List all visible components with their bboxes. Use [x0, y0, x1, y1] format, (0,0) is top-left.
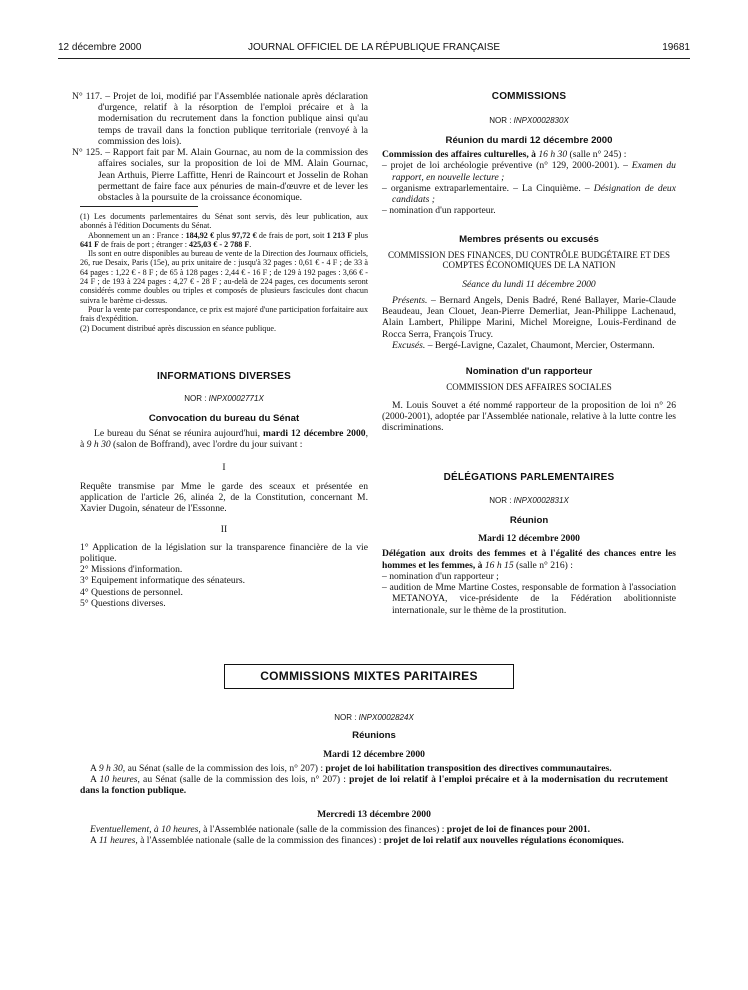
requete-text: Requête transmise par Mme le garde des sceaux et présentée en application de l'article 26, alinéa 2, de la Constitution, concernant M. Xavier Dugoin, sénateur de l'Essonne. — [80, 480, 368, 515]
seance-date: Séance du lundi 11 décembre 2000 — [462, 278, 596, 290]
date-1: Mardi 12 décembre 2000 — [323, 748, 425, 760]
header-date: 12 décembre 2000 — [58, 42, 142, 53]
footnote-correspondence: Pour la vente par correspondance, ce prix est majoré d'une participation forfaitaire aux frais d'expédition. — [80, 304, 368, 324]
right-column — [382, 91, 676, 434]
header-rule — [58, 58, 690, 59]
meeting-line: Eventuellement, à 10 heures, à l'Assemblée nationale (salle de la commission des finances) : projet de loi de finances pour 2001. — [90, 823, 591, 835]
reunion-title: Réunion — [509, 515, 549, 527]
commission-name: COMMISSION DES AFFAIRES SOCIALES — [446, 382, 612, 393]
mixtes-title: COMMISSIONS MIXTES PARITAIRES — [260, 669, 478, 684]
agenda-dash: – nomination d'un rapporteur ; — [382, 570, 499, 582]
list-item: 5° Questions diverses. — [80, 597, 166, 609]
commission-name: COMMISSION DES FINANCES, DU CONTRÔLE BUDGÉTAIRE ET DES COMPTES ÉCONOMIQUES DE LA NATION — [387, 249, 671, 271]
list-item: 3° Equipement informatique des sénateurs. — [80, 575, 246, 587]
footnote-rule — [80, 206, 198, 207]
nor-reference: NOR : INPX0002830X — [489, 115, 569, 125]
date-2: Mercredi 13 décembre 2000 — [317, 809, 431, 821]
reunions-title: Réunions — [352, 730, 396, 742]
roman-one: I — [222, 461, 226, 473]
commission-line: Commission des affaires culturelles, à 16 h 30 (salle n° 245) : — [382, 149, 627, 161]
journal-title: JOURNAL OFFICIEL DE LA RÉPUBLIQUE FRANÇAISE — [247, 42, 501, 53]
footnotes — [80, 212, 368, 333]
meeting-line: A 10 heures, au Sénat (salle de la commission des lois, n° 207) : projet de loi relatif à l'emploi précaire et à la modernisation du recrutement dans la fonction publique. — [80, 774, 668, 797]
reunion-title: Réunion du mardi 12 décembre 2000 — [445, 135, 613, 147]
subsection-title: Convocation du bureau du Sénat — [148, 413, 300, 425]
page-number: 19681 — [662, 42, 690, 53]
list-item: 1° Application de la législation sur la transparence financière de la vie politique. — [80, 541, 368, 565]
item-number: N° 117. — [72, 91, 103, 102]
item-number: N° 125. — [72, 147, 103, 159]
document-item: N° 117. – Projet de loi, modifié par l'Assemblée nationale après déclaration d'urgence, relatif à la résorption de l'emploi précaire et à la modernisation du recrutement dans la fonction publique ainsi qu'au temps de travail dans la fonction publique territoriale (renvoyé à la commission des lois). — [72, 91, 368, 147]
nor-reference: NOR : INPX0002831X — [489, 495, 569, 505]
nor-reference: NOR : INPX0002771X — [184, 393, 264, 403]
document-item: N° 125. – Rapport fait par M. Alain Gournac, au nom de la commission des affaires sociales, sur la proposition de loi de MM. Alain Gournac, Jean Arthuis, Pierre Laffitte, Henri de Raincourt et Josselin de Rohan permettant de faire face aux pénuries de main-d'œuvre et de lever les obstacles à la poursuite de la croissance économique. — [72, 147, 369, 203]
section-title: INFORMATIONS DIVERSES — [156, 371, 292, 382]
footnote-1: (1) Les documents parlementaires du Sénat sont servis, dès leur publication, aux abonnés à l'édition Documents du Sénat. — [80, 212, 368, 231]
nor-reference: NOR : INPX0002824X — [334, 713, 414, 722]
meeting-line: A 9 h 30, au Sénat (salle de la commission des lois, n° 207) : projet de loi habilitation transposition des directives communautaires. — [90, 762, 612, 774]
nomination-text: M. Louis Souvet a été nommé rapporteur de la proposition de loi n° 26 (2000-2001), adoptée par l'Assemblée nationale, relative à la lutte contre les discriminations. — [382, 399, 676, 434]
excuses-list: Excusés. – Bergé-Lavigne, Cazalet, Chaumont, Mercier, Ostermann. — [392, 339, 655, 351]
meeting-line: A 11 heures, à l'Assemblée nationale (salle de la commission des finances) : projet de loi relatif aux nouvelles régulations économiques. — [90, 834, 624, 846]
mixtes-title-box — [224, 664, 514, 689]
membres-title: Membres présents ou excusés — [459, 233, 599, 245]
agenda-list — [80, 542, 368, 609]
list-item: 2° Missions d'information. — [80, 564, 183, 576]
commissions-mixtes — [80, 713, 668, 846]
delegation-line: Délégation aux droits des femmes et à l'égalité des chances entre les hommes et les femmes, à 16 h 15 (salle n° 216) : — [382, 548, 676, 571]
agenda-dash: – nomination d'un rapporteur. — [382, 205, 496, 217]
presents-list: Présents. – Bernard Angels, Denis Badré, René Ballayer, Marie-Claude Beaudeau, Jean Clouet, Jean-Pierre Demerliat, Jean-Philippe Lachenaud, Alain Lambert, Philippe Marini, Michel Moreigne, Louis-Ferdinand de Rocca Serra, François Trucy. — [382, 295, 676, 340]
reunion-date: Mardi 12 décembre 2000 — [478, 533, 580, 545]
section-title-commissions: COMMISSIONS — [491, 91, 567, 102]
left-column — [72, 91, 368, 203]
footnote-2: (2) Document distribué après discussion en séance publique. — [80, 323, 276, 333]
agenda-dash: – organisme extraparlementaire. – La Cinquième. – Désignation de deux candidats ; — [382, 182, 676, 206]
delegations-parlementaires — [382, 472, 676, 616]
section-title-delegations: DÉLÉGATIONS PARLEMENTAIRES — [443, 472, 615, 483]
nomination-title: Nomination d'un rapporteur — [465, 366, 593, 378]
page-header — [58, 42, 690, 56]
convocation-text: Le bureau du Sénat se réunira aujourd'hui, mardi 12 décembre 2000, à 9 h 30 (salon de Boffrand), avec l'ordre du jour suivant : — [80, 428, 368, 451]
footnote-subscription: Abonnement un an : France : 184,92 € plus 97,72 € de frais de port, soit 1 213 F plus 641 F de frais de port ; étranger : 425,03 € - 2 788 F. — [80, 230, 368, 249]
footnote-sale: Ils sont en outre disponibles au bureau de vente de la Direction des Journaux officiels, 26, rue Desaix, Paris (15e), au prix unitaire de : jusqu'à 32 pages : 0,61 € - 4 F ; de 33 à 64 pages : 1,22 € - 8 F ; de 65 à 128 pages : 2,44 € - 16 F ; de 129 à 192 pages : 3,66 € - 24 F ; de 193 à 224 pages : 4,27 € - 28 F ; au-delà de 224 pages, ces documents seront considérés comme doubles ou triples et composés de plusieurs fascicules dont chacun suivra le barème ci-dessus. — [80, 249, 368, 305]
list-item: 4° Questions de personnel. — [80, 586, 183, 598]
agenda-dash: – audition de Mme Martine Costes, responsable de formation à l'association METANOYA, vice-présidente de la Fédération abolitionniste internationale, sur le thème de la prostitution. — [382, 582, 676, 616]
agenda-dash: – projet de loi archéologie préventive (n° 129, 2000-2001). – Examen du rapport, en nouvelle lecture ; — [382, 160, 676, 183]
roman-two: II — [220, 523, 228, 535]
informations-diverses — [80, 371, 368, 609]
